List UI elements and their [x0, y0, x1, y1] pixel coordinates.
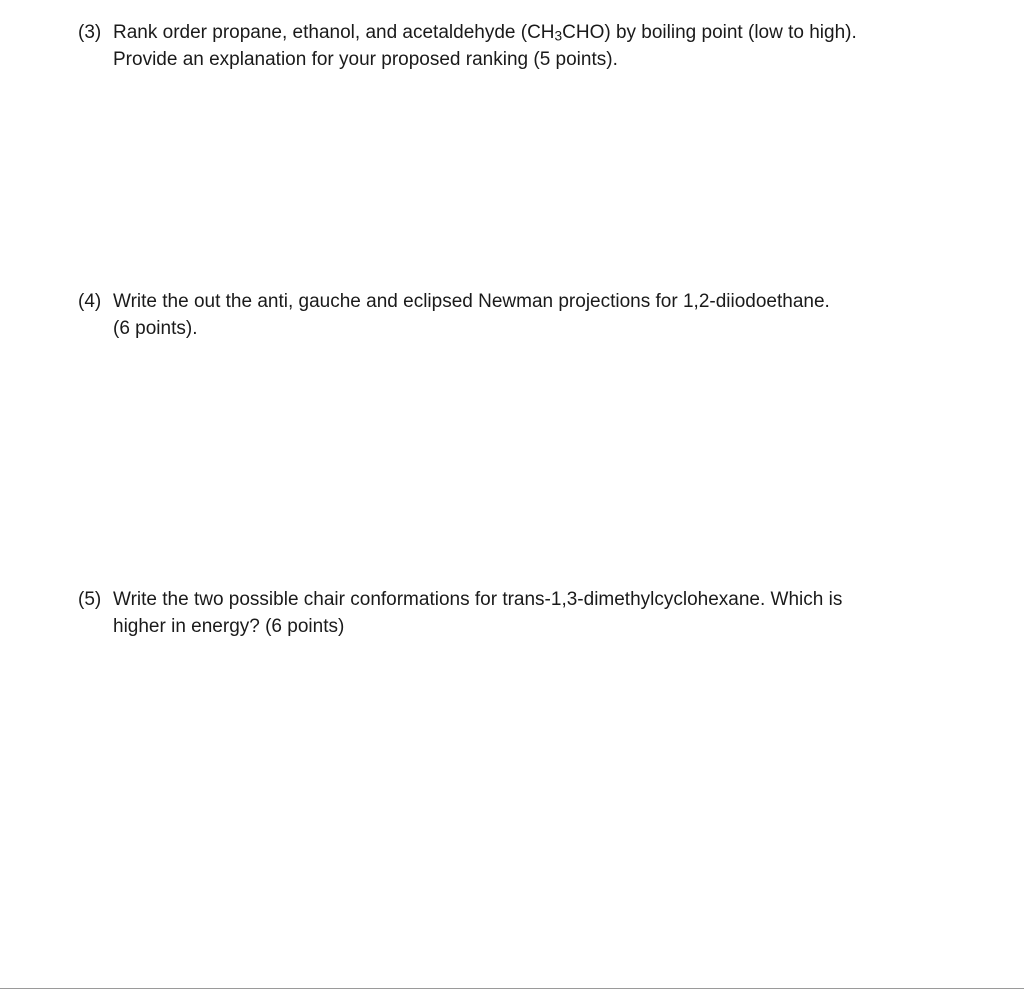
formula-subscript: 3 [554, 28, 563, 44]
question-text-part: Rank order propane, ethanol, and acetaldehyde (CH [113, 22, 555, 43]
question-4 [78, 288, 958, 342]
question-3 [78, 19, 958, 73]
question-5-line-1 [78, 586, 958, 613]
question-text: Write the two possible chair conformations for trans-1,3-dimethylcyclohexane. Which is [113, 589, 843, 610]
question-number: (3) [78, 22, 102, 43]
question-text: Write the out the anti, gauche and eclipsed Newman projections for 1,2-diiodoethane. [113, 291, 830, 312]
question-3-line-1 [78, 19, 958, 46]
question-4-line-2: (6 points). [113, 318, 198, 339]
question-number: (5) [78, 589, 102, 610]
question-3-line-2: Provide an explanation for your proposed ranking (5 points). [113, 49, 618, 70]
question-5 [78, 586, 958, 640]
question-number: (4) [78, 291, 102, 312]
question-text [113, 19, 857, 46]
question-4-line-1 [78, 288, 958, 315]
page-bottom-divider [0, 988, 1024, 989]
question-5-line-2: higher in energy? (6 points) [113, 616, 345, 637]
question-text-part: CHO) by boiling point (low to high). [562, 22, 857, 43]
